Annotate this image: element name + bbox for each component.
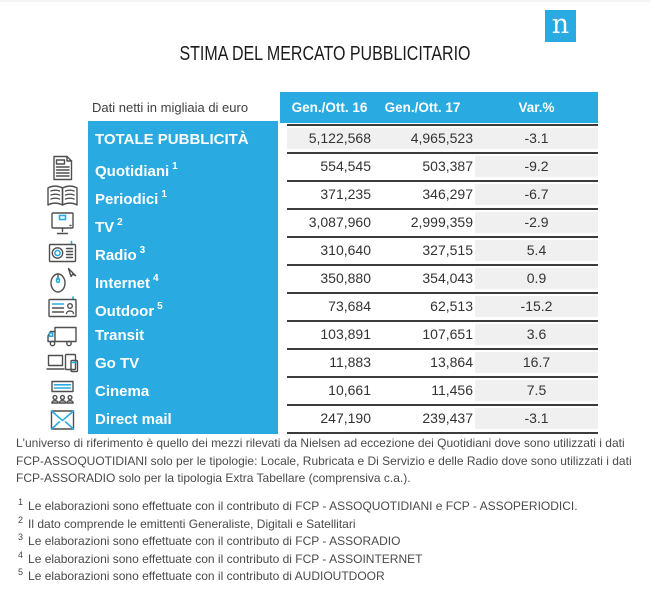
footnote xyxy=(18,532,633,548)
table-row xyxy=(287,210,598,238)
footnote-marker: 1 xyxy=(161,189,167,200)
row-label: Outdoor $^5$ xyxy=(95,301,163,320)
column-header-gen-ott-17: Gen./Ott. 17 xyxy=(384,100,461,115)
newspaper-icon xyxy=(44,155,81,181)
value-var-pct: -3.1 xyxy=(475,128,598,149)
table-header xyxy=(280,92,598,123)
nielsen-logo xyxy=(545,10,576,42)
footnote-text: Le elaborazioni sono effettuate con il contributo di AUDIOUTDOOR xyxy=(28,569,385,583)
value-var-pct: 7.5 xyxy=(475,380,598,401)
value-var-pct: -6.7 xyxy=(475,184,598,205)
value-gen-ott-17: 239,437 xyxy=(422,410,473,426)
value-var-pct: 5.4 xyxy=(475,240,598,261)
table-label-column xyxy=(88,121,278,434)
table-row xyxy=(287,294,598,322)
footnote xyxy=(18,515,633,531)
value-gen-ott-17: 354,043 xyxy=(422,270,473,286)
table-row xyxy=(287,378,598,406)
footnote xyxy=(18,567,633,583)
row-label: Internet $^4$ xyxy=(95,273,159,292)
value-var-pct: 3.6 xyxy=(475,324,598,345)
universe-note: L'universo di riferimento è quello dei mezzi rilevati da Nielsen ad eccezione dei Quotidiani dove sono utilizzati i dati FCP-ASSOQUOTIDIANI solo per le tipologie: Locale, Rubricata e Di Servizio e delle Radio dove sono utilizzati i dati FCP-ASSORADIO solo per la tipologia Extra Tabellare (comprensiva c.a.). xyxy=(16,436,632,485)
footnote-text: Il dato comprende le emittenti Generaliste, Digitali e Satellitari xyxy=(28,516,356,531)
value-gen-ott-16: 103,891 xyxy=(320,326,371,342)
table-row xyxy=(287,238,598,266)
value-gen-ott-16: 247,190 xyxy=(320,410,371,426)
truck-icon xyxy=(44,323,81,349)
value-var-pct: -9.2 xyxy=(475,156,598,177)
footnote xyxy=(18,497,633,513)
table-row xyxy=(287,266,598,294)
table-row xyxy=(287,182,598,210)
value-var-pct: 16.7 xyxy=(475,352,598,373)
devices-icon xyxy=(44,351,81,377)
footnote-marker: 5 xyxy=(157,301,163,312)
footnote-text: Le elaborazioni sono effettuate con il contributo di FCP - ASSOQUOTIDIANI e FCP - ASSOPERIODICI. xyxy=(28,499,578,513)
table-row xyxy=(287,406,598,434)
table-row xyxy=(287,322,598,350)
value-gen-ott-16: 554,545 xyxy=(320,158,371,174)
value-var-pct: -15.2 xyxy=(475,296,598,317)
cinema-icon xyxy=(44,379,81,405)
value-gen-ott-16: 11,883 xyxy=(329,354,371,370)
row-label: Quotidiani $^1$ xyxy=(95,161,178,180)
value-gen-ott-17: 346,297 xyxy=(422,186,473,202)
row-label: Radio $^3$ xyxy=(95,245,146,264)
value-var-pct: -2.9 xyxy=(475,212,598,233)
row-label: Periodici $^1$ xyxy=(95,189,167,208)
value-gen-ott-17: 13,864 xyxy=(430,354,473,370)
value-gen-ott-16: 10,661 xyxy=(328,382,371,398)
table-row xyxy=(287,350,598,378)
value-gen-ott-17: 503,387 xyxy=(422,158,473,174)
value-var-pct: -3.1 xyxy=(475,408,598,429)
footnote-marker: 4 xyxy=(153,273,159,284)
footnote-marker: 1 xyxy=(172,161,178,172)
column-header-gen-ott-16: Gen./Ott. 16 xyxy=(291,100,368,115)
footnote-number: 4 xyxy=(18,549,24,560)
value-gen-ott-17: 2,999,359 xyxy=(410,214,473,230)
value-gen-ott-16: 5,122,568 xyxy=(287,128,372,149)
value-gen-ott-16: 3,087,960 xyxy=(308,214,371,230)
footnote-marker: 2 xyxy=(117,217,123,228)
value-gen-ott-16: 350,880 xyxy=(320,270,371,286)
value-gen-ott-16: 310,640 xyxy=(320,242,371,258)
footnote-text: Le elaborazioni sono effettuate con il contributo di FCP - ASSOINTERNET xyxy=(28,551,423,566)
value-gen-ott-17: 4,965,523 xyxy=(372,128,475,149)
value-gen-ott-17: 11,456 xyxy=(431,382,473,398)
row-label-total: TOTALE PUBBLICITÀ xyxy=(95,131,249,148)
envelope-icon xyxy=(44,407,81,433)
row-label: Go TV xyxy=(95,355,140,372)
row-label: TV $^2$ xyxy=(95,217,123,236)
nielsen-logo-letter: n xyxy=(551,8,570,40)
value-gen-ott-17: 327,515 xyxy=(422,242,473,258)
value-var-pct: 0.9 xyxy=(475,268,598,289)
table-caption: Dati netti in migliaia di euro xyxy=(92,100,249,115)
row-label: Cinema xyxy=(95,383,150,400)
footnote-number: 1 xyxy=(18,497,24,507)
magazine-icon xyxy=(44,183,81,209)
footnote-marker: 3 xyxy=(139,245,146,256)
row-label: Direct mail xyxy=(95,411,172,428)
table-row xyxy=(287,126,598,154)
billboard-icon xyxy=(44,295,81,321)
footnote-text: Le elaborazioni sono effettuate con il contributo di FCP - ASSORADIO xyxy=(28,534,401,548)
value-gen-ott-17: 107,651 xyxy=(422,326,473,342)
radio-icon xyxy=(44,239,81,265)
footnote xyxy=(18,550,633,566)
footnote-number: 2 xyxy=(18,514,24,525)
footnote-number: 3 xyxy=(18,532,24,542)
column-header-var-pct: Var.% xyxy=(518,100,555,115)
mouse-icon xyxy=(44,267,81,293)
row-label: Transit xyxy=(95,327,145,344)
value-gen-ott-16: 73,684 xyxy=(328,298,371,314)
tv-icon xyxy=(44,211,81,237)
table-row xyxy=(287,154,598,182)
value-gen-ott-17: 62,513 xyxy=(430,298,473,314)
page-title: STIMA DEL MERCATO PUBBLICITARIO xyxy=(179,43,471,65)
value-gen-ott-16: 371,235 xyxy=(320,186,371,202)
footnote-number: 5 xyxy=(18,567,24,577)
